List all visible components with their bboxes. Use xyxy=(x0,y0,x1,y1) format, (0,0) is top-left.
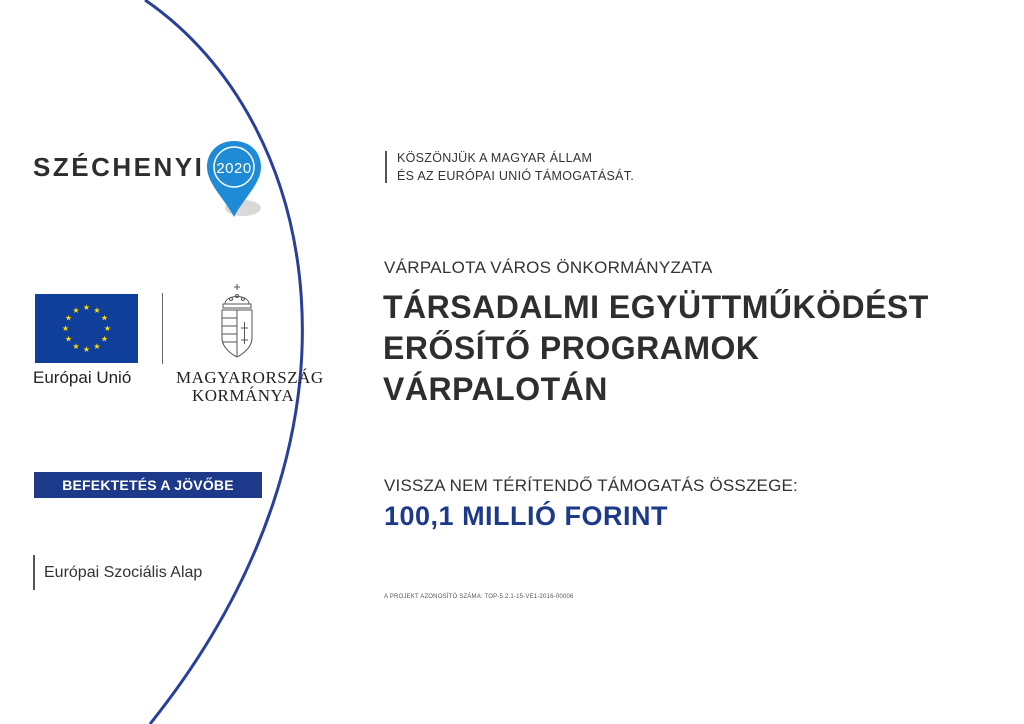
project-title-line3: VÁRPALOTÁN xyxy=(383,371,608,407)
investment-badge: BEFEKTETÉS A JÖVŐBE xyxy=(34,472,262,498)
fund-name: Európai Szociális Alap xyxy=(44,564,203,581)
thanks-line1: KÖSZÖNJÜK A MAGYAR ÁLLAM xyxy=(397,151,593,165)
svg-text:★: ★ xyxy=(64,313,73,323)
fund-divider xyxy=(33,555,35,590)
svg-text:★: ★ xyxy=(100,313,109,323)
svg-text:★: ★ xyxy=(93,306,101,315)
svg-text:★: ★ xyxy=(82,303,91,312)
grant-amount: 100,1 MILLIÓ FORINT xyxy=(384,501,669,531)
eu-label: Európai Unió xyxy=(33,368,132,387)
project-title-line1: TÁRSADALMI EGYÜTTMŰKÖDÉST xyxy=(383,289,929,325)
project-title-line2: ERŐSÍTŐ PROGRAMOK xyxy=(383,330,760,366)
eu-flag-icon xyxy=(35,294,138,363)
logo-divider xyxy=(162,293,163,364)
szechenyi-wordmark: SZÉCHENYI xyxy=(33,152,205,182)
hungarian-coat-of-arms-icon xyxy=(217,282,257,362)
government-name-line2: KORMÁNYA xyxy=(192,386,295,405)
thanks-divider xyxy=(385,151,387,183)
szechenyi-year: 2020 xyxy=(216,160,252,177)
project-title xyxy=(383,287,929,410)
project-id: A PROJEKT AZONOSÍTÓ SZÁMA: TOP-5.2.1-15-VE1-2016-00006 xyxy=(384,594,574,600)
svg-text:★: ★ xyxy=(93,342,101,351)
thanks-line2: ÉS AZ EURÓPAI UNIÓ TÁMOGATÁSÁT. xyxy=(397,169,635,183)
grant-label: VISSZA NEM TÉRÍTENDŐ TÁMOGATÁS ÖSSZEGE: xyxy=(384,476,798,495)
svg-text:★: ★ xyxy=(100,334,109,344)
svg-text:★: ★ xyxy=(72,342,80,351)
svg-text:★: ★ xyxy=(72,306,80,315)
government-name-line1: MAGYARORSZÁG xyxy=(176,368,324,387)
map-pin-icon xyxy=(205,139,265,221)
svg-text:★: ★ xyxy=(64,334,73,344)
svg-text:★: ★ xyxy=(61,324,70,333)
svg-text:★: ★ xyxy=(82,345,91,354)
beneficiary-name: VÁRPALOTA VÁROS ÖNKORMÁNYZATA xyxy=(384,258,713,277)
svg-text:★: ★ xyxy=(103,324,112,333)
